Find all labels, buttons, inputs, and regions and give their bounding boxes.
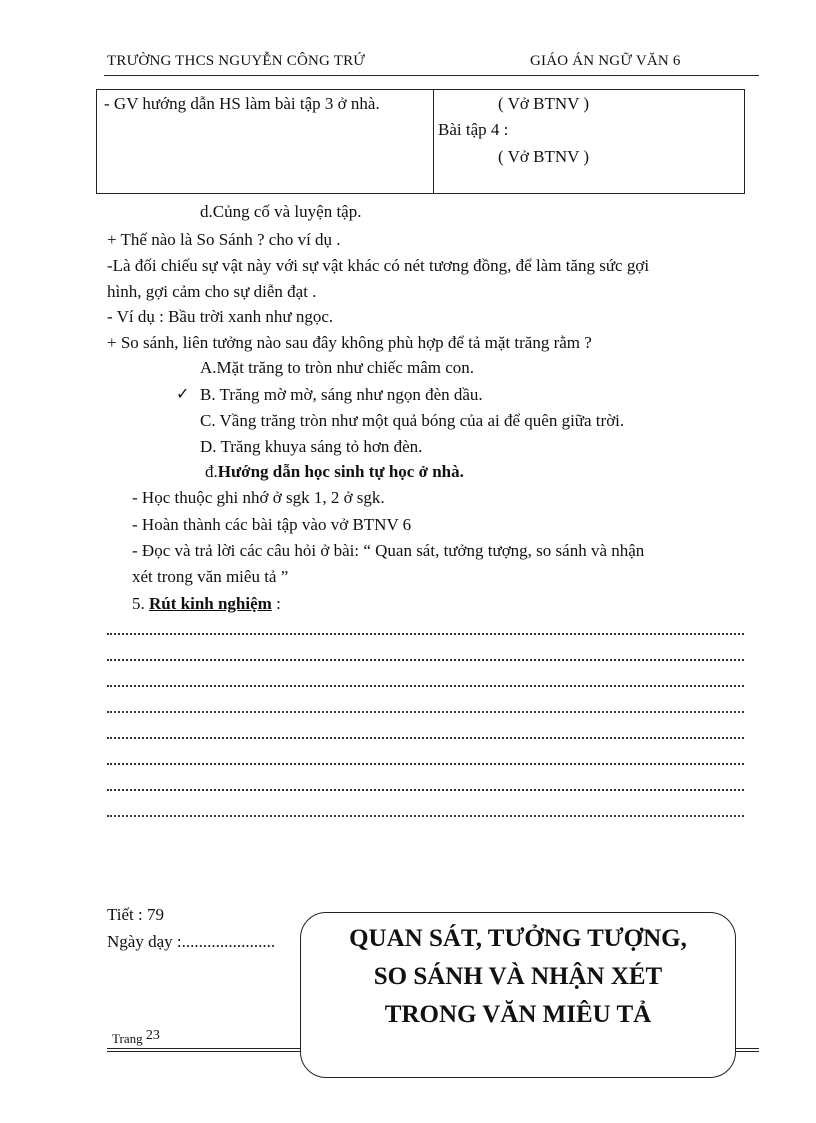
note-line [107, 659, 744, 661]
table-left-cell: - GV hướng dẫn HS làm bài tập 3 ở nhà. [104, 94, 380, 113]
teaching-date: Ngày dạy :...................... [107, 932, 276, 951]
lesson-title-line-2: SO SÁNH VÀ NHẬN XÉT [373, 963, 663, 990]
lesson-title-box [300, 912, 736, 1078]
option-c: C. Vầng trăng tròn như một quả bóng của ai để quên giữa trời. [200, 411, 625, 430]
section-d-heading: d.Củng cố và luyện tập. [200, 202, 362, 221]
lesson-period: Tiết : 79 [107, 905, 165, 924]
homework-item-3-line-1: - Đọc và trả lời các câu hỏi ở bài: “ Quan sát, tưởng tượng, so sánh và nhận [132, 541, 645, 560]
section-5-label: Rút kinh nghiệm [149, 594, 272, 613]
homework-item-2: - Hoàn thành các bài tập vào vở BTNV 6 [132, 515, 412, 534]
table-column-divider [433, 90, 434, 193]
section-dd-title: Hướng dẫn học sinh tự học ở nhà. [217, 462, 464, 481]
answer-1-line-1: -Là đối chiếu sự vật này với sự vật khác có nét tương đồng, để làm tăng sức gợi [107, 256, 650, 275]
homework-item-3-line-2: xét trong văn miêu tả ” [132, 567, 289, 586]
note-line [107, 633, 744, 635]
homework-item-1: - Học thuộc ghi nhớ ở sgk 1, 2 ở sgk. [132, 488, 385, 507]
activity-table [96, 89, 745, 194]
header-divider [104, 75, 759, 76]
note-line [107, 737, 744, 739]
table-right-line-3: ( Vở BTNV ) [498, 147, 590, 166]
page-label [112, 1028, 160, 1048]
school-name: TRƯỜNG THCS NGUYỄN CÔNG TRỨ [107, 53, 366, 69]
note-line [107, 711, 744, 713]
section-dd-prefix: đ. [205, 462, 218, 481]
page-label-text: Trang [112, 1031, 143, 1046]
lesson-title-line-3: TRONG VĂN MIÊU TẢ [384, 1001, 652, 1028]
note-line [107, 685, 744, 687]
subject-title: GIÁO ÁN NGỮ VĂN 6 [530, 53, 681, 69]
table-right-line-2: Bài tập 4 : [438, 120, 509, 139]
section-dd-heading [205, 462, 464, 482]
lesson-title-line-1: QUAN SÁT, TƯỞNG TƯỢNG, [349, 925, 687, 952]
note-line [107, 789, 744, 791]
section-5-number: 5. [132, 594, 145, 613]
example-line: - Ví dụ : Bầu trời xanh như ngọc. [107, 307, 334, 326]
table-right-line-1: ( Vở BTNV ) [498, 94, 590, 113]
note-line [107, 815, 744, 817]
section-5-colon: : [271, 594, 281, 613]
note-line [107, 763, 744, 765]
check-icon: ✓ [176, 384, 190, 403]
page-number: 23 [145, 1028, 160, 1043]
question-2: + So sánh, liên tưởng nào sau đây không phù hợp để tả mặt trăng rằm ? [107, 333, 592, 352]
answer-1-line-2: hình, gợi cảm cho sự diễn đạt . [107, 282, 317, 301]
section-5-heading [132, 594, 281, 614]
question-1: + Thế nào là So Sánh ? cho ví dụ . [107, 230, 341, 249]
option-d: D. Trăng khuya sáng tỏ hơn đèn. [200, 437, 423, 456]
option-b: B. Trăng mờ mờ, sáng như ngọn đèn dầu. [200, 385, 483, 404]
option-a: A.Mặt trăng to tròn như chiếc mâm con. [200, 358, 475, 377]
